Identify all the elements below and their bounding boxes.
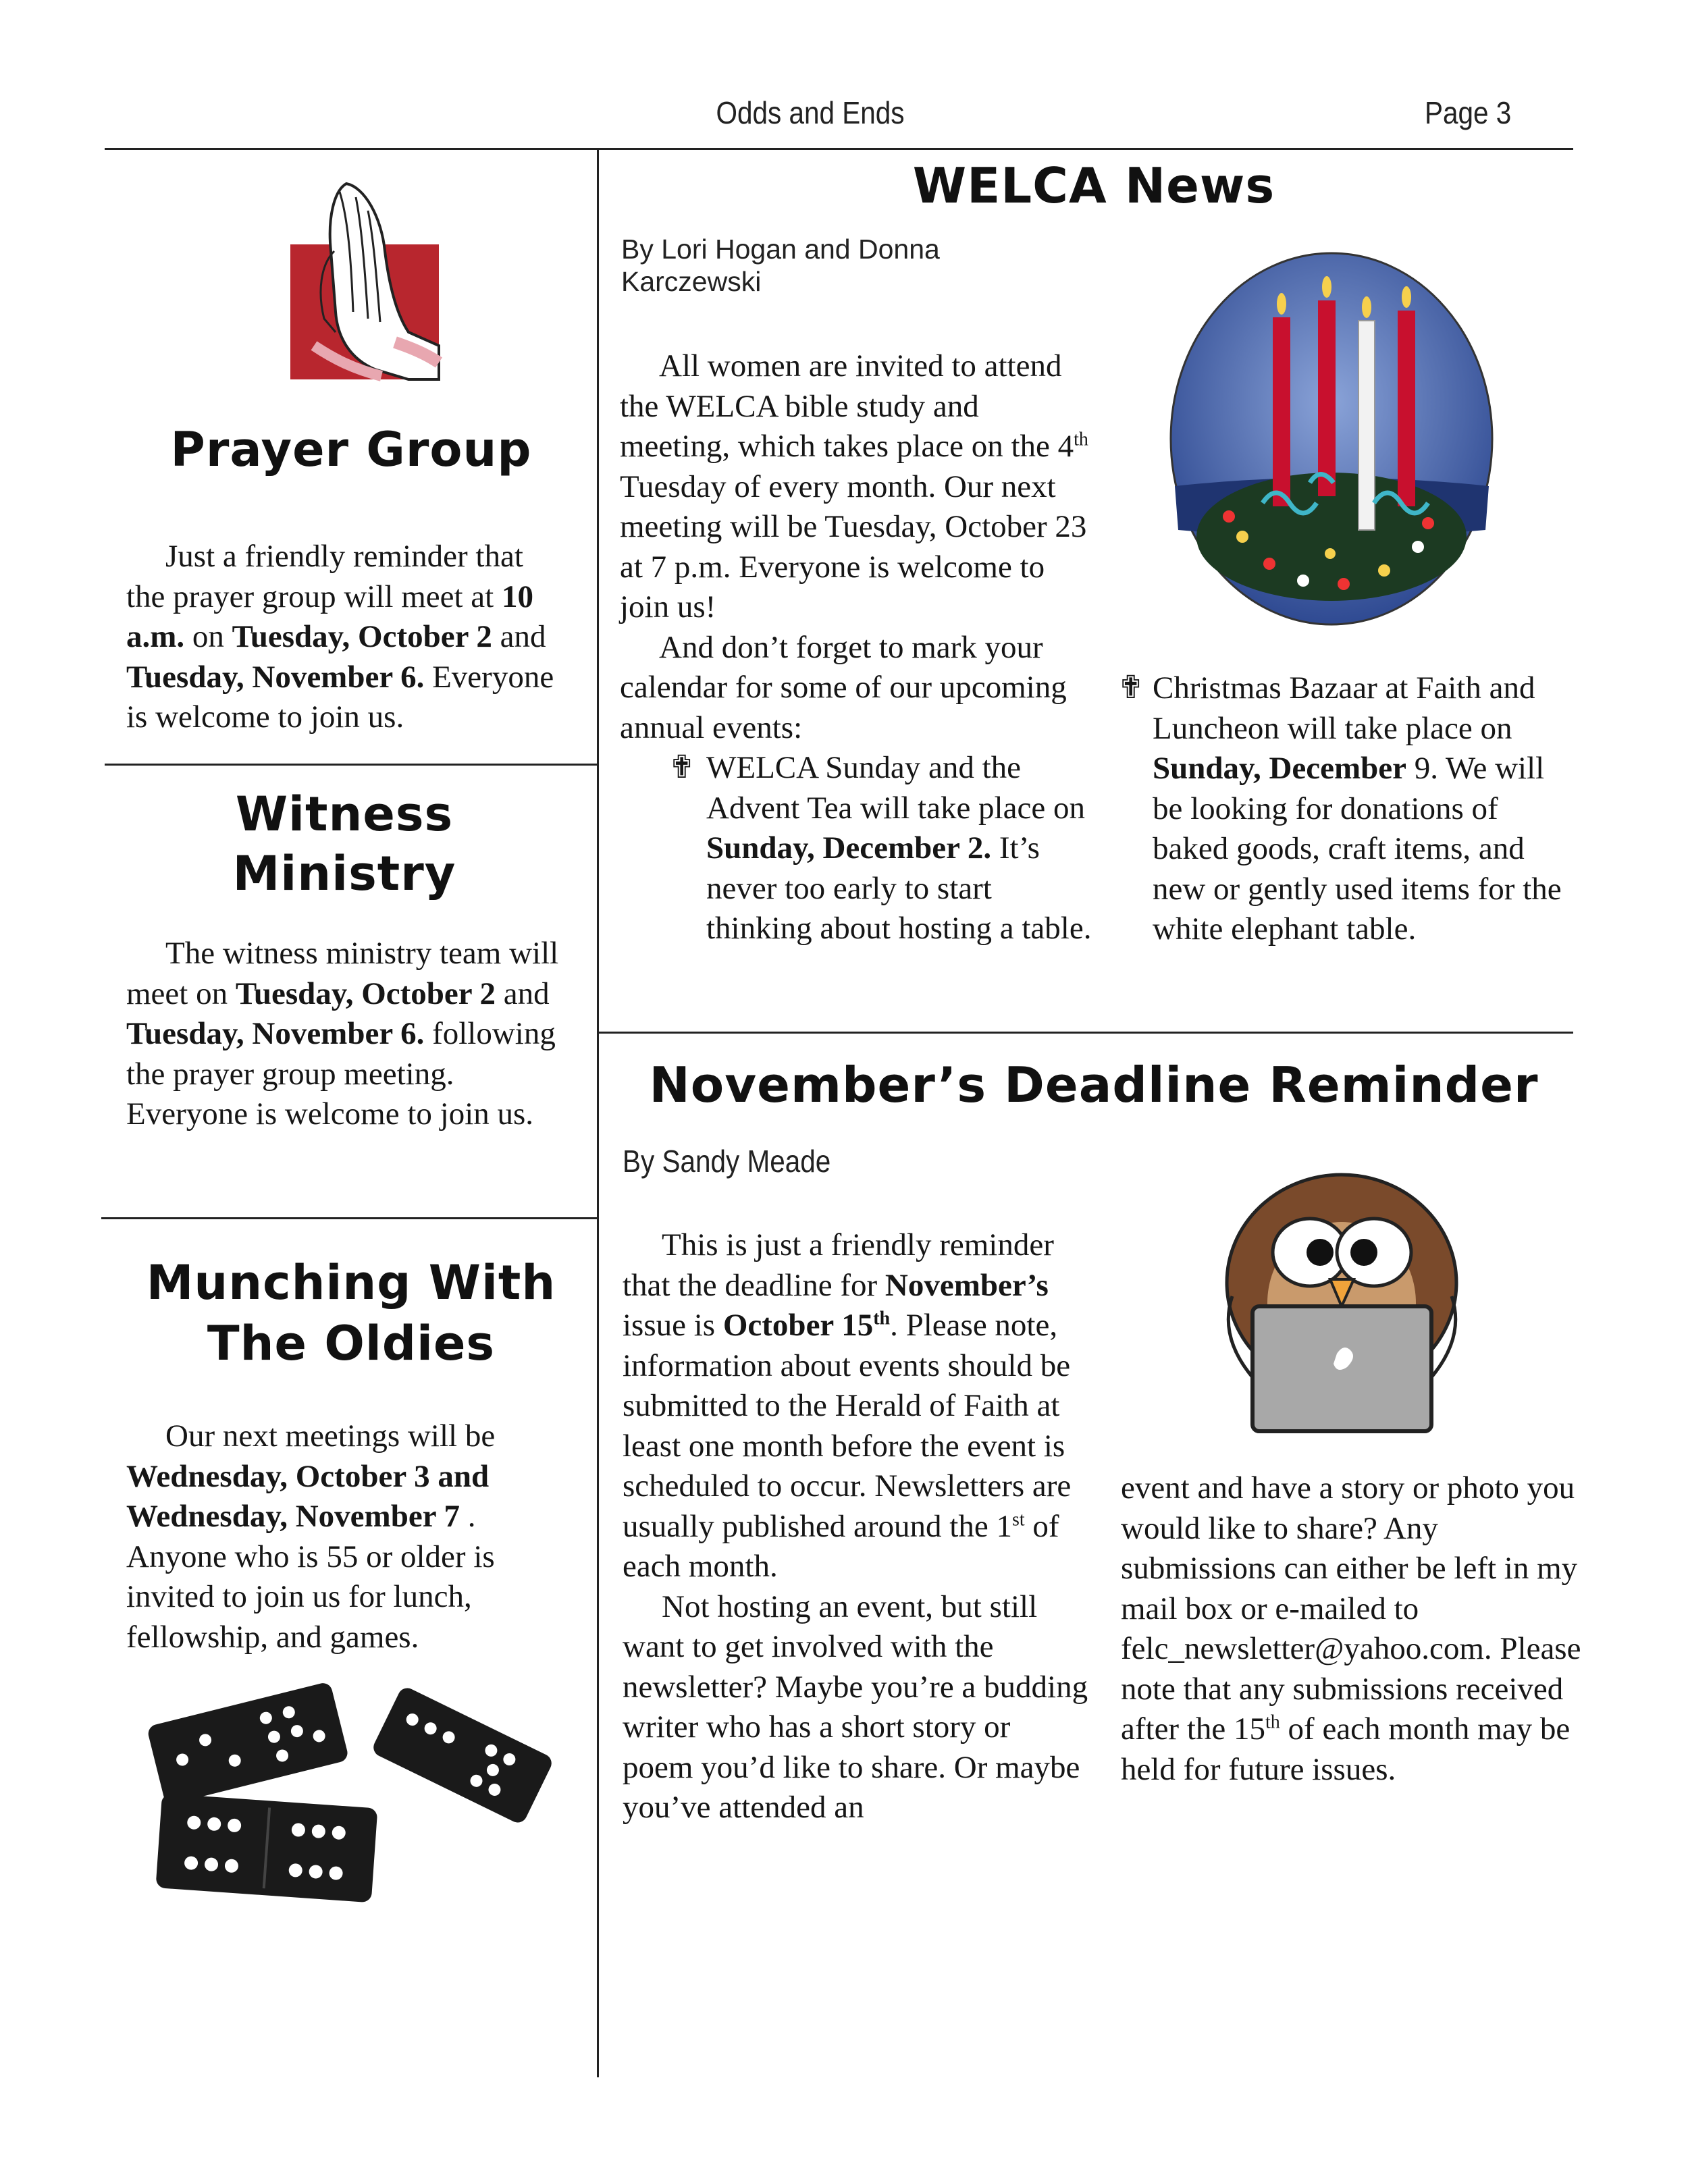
welca-heading: WELCA News xyxy=(912,157,1275,214)
welca-col2-text xyxy=(1117,668,1570,950)
cross-bullet-icon: ✟ xyxy=(668,750,695,785)
event-bullet-welca-sunday: ✟ WELCA Sunday and the Advent Tea will take place on Sunday, December 2. It’s never too early to start thinking about hosting a table. xyxy=(668,748,1092,949)
running-title: Odds and Ends xyxy=(716,95,905,130)
munching-heading: Munching With The Oldies xyxy=(146,1255,556,1371)
dominoes-icon xyxy=(138,1681,560,1904)
prayer-group-text: Just a friendly reminder that the prayer group will meet at 10 a.m. on Tuesday, October 2 and Tuesday, November 6. Everyone is welcome to join us. xyxy=(126,539,554,735)
owl-laptop-icon xyxy=(1219,1168,1465,1438)
advent-wreath-icon xyxy=(1168,246,1496,628)
left-divider-2 xyxy=(101,1217,598,1219)
header-rule xyxy=(105,148,1573,150)
deadline-col2-text: event and have a story or photo you would like to share? Any submissions can either be left in my mail box or e-mailed to felc_newsletter@yahoo.com. Please note that any submissions received after the 15th of each month may be held for future issues. xyxy=(1121,1470,1581,1787)
cross-bullet-icon: ✟ xyxy=(1117,670,1144,705)
witness-ministry-heading: Witness Ministry xyxy=(232,787,456,901)
welca-col1-text: All women are invited to attend the WELCA bible study and meeting, which takes place on the 4th Tuesday of every month. Our next meeting will be Tuesday, October 23 at 7 p.m. Everyone is welcome to join us! And don’t forget to mark your calendar for some of our upcoming annual events: ✟ WELCA Sunday and the Advent Tea will take place on Sunday, December 2. It’s never too early to start thinking about hosting a table. xyxy=(620,346,1092,949)
deadline-byline: By Sandy Meade xyxy=(623,1144,831,1179)
right-divider xyxy=(597,1032,1573,1034)
newsletter-email-link[interactable]: felc_newsletter@yahoo.com. xyxy=(1121,1631,1492,1666)
witness-ministry-text: The witness ministry team will meet on Tuesday, October 2 and Tuesday, November 6. following the prayer group meeting. Everyone is welcome to join us. xyxy=(126,936,559,1131)
prayer-group-heading: Prayer Group xyxy=(170,422,532,477)
munching-text: Our next meetings will be Wednesday, October 3 and Wednesday, November 7 . Anyone who is 55 or older is invited to join us for lunch, fellowship, and games. xyxy=(126,1418,496,1655)
left-divider-1 xyxy=(105,764,598,766)
praying-hands-icon xyxy=(287,177,442,386)
deadline-col1-text: This is just a friendly reminder that the deadline for November’s issue is October 15th. Please note, information about events should be submitted to the Herald of Faith at least one month before the event is scheduled to occur. Newsletters are usually published around the 1st of each month. Not hosting an event, but still want to get involved with the newsletter? Maybe you’re a budding writer who has a short story or poem you’d like to share. Or maybe you’ve attended an xyxy=(623,1227,1088,1825)
deadline-heading: November’s Deadline Reminder xyxy=(649,1057,1539,1113)
page-number: Page 3 xyxy=(1425,95,1512,130)
event-bullet-christmas-bazaar: ✟ Christmas Bazaar at Faith and Luncheon will take place on Sunday, December 9. We will be looking for donations of baked goods, craft items, and new or gently used items for the white elephant table. xyxy=(1117,668,1570,950)
welca-byline: By Lori Hogan and Donna Karczewski xyxy=(621,234,940,297)
